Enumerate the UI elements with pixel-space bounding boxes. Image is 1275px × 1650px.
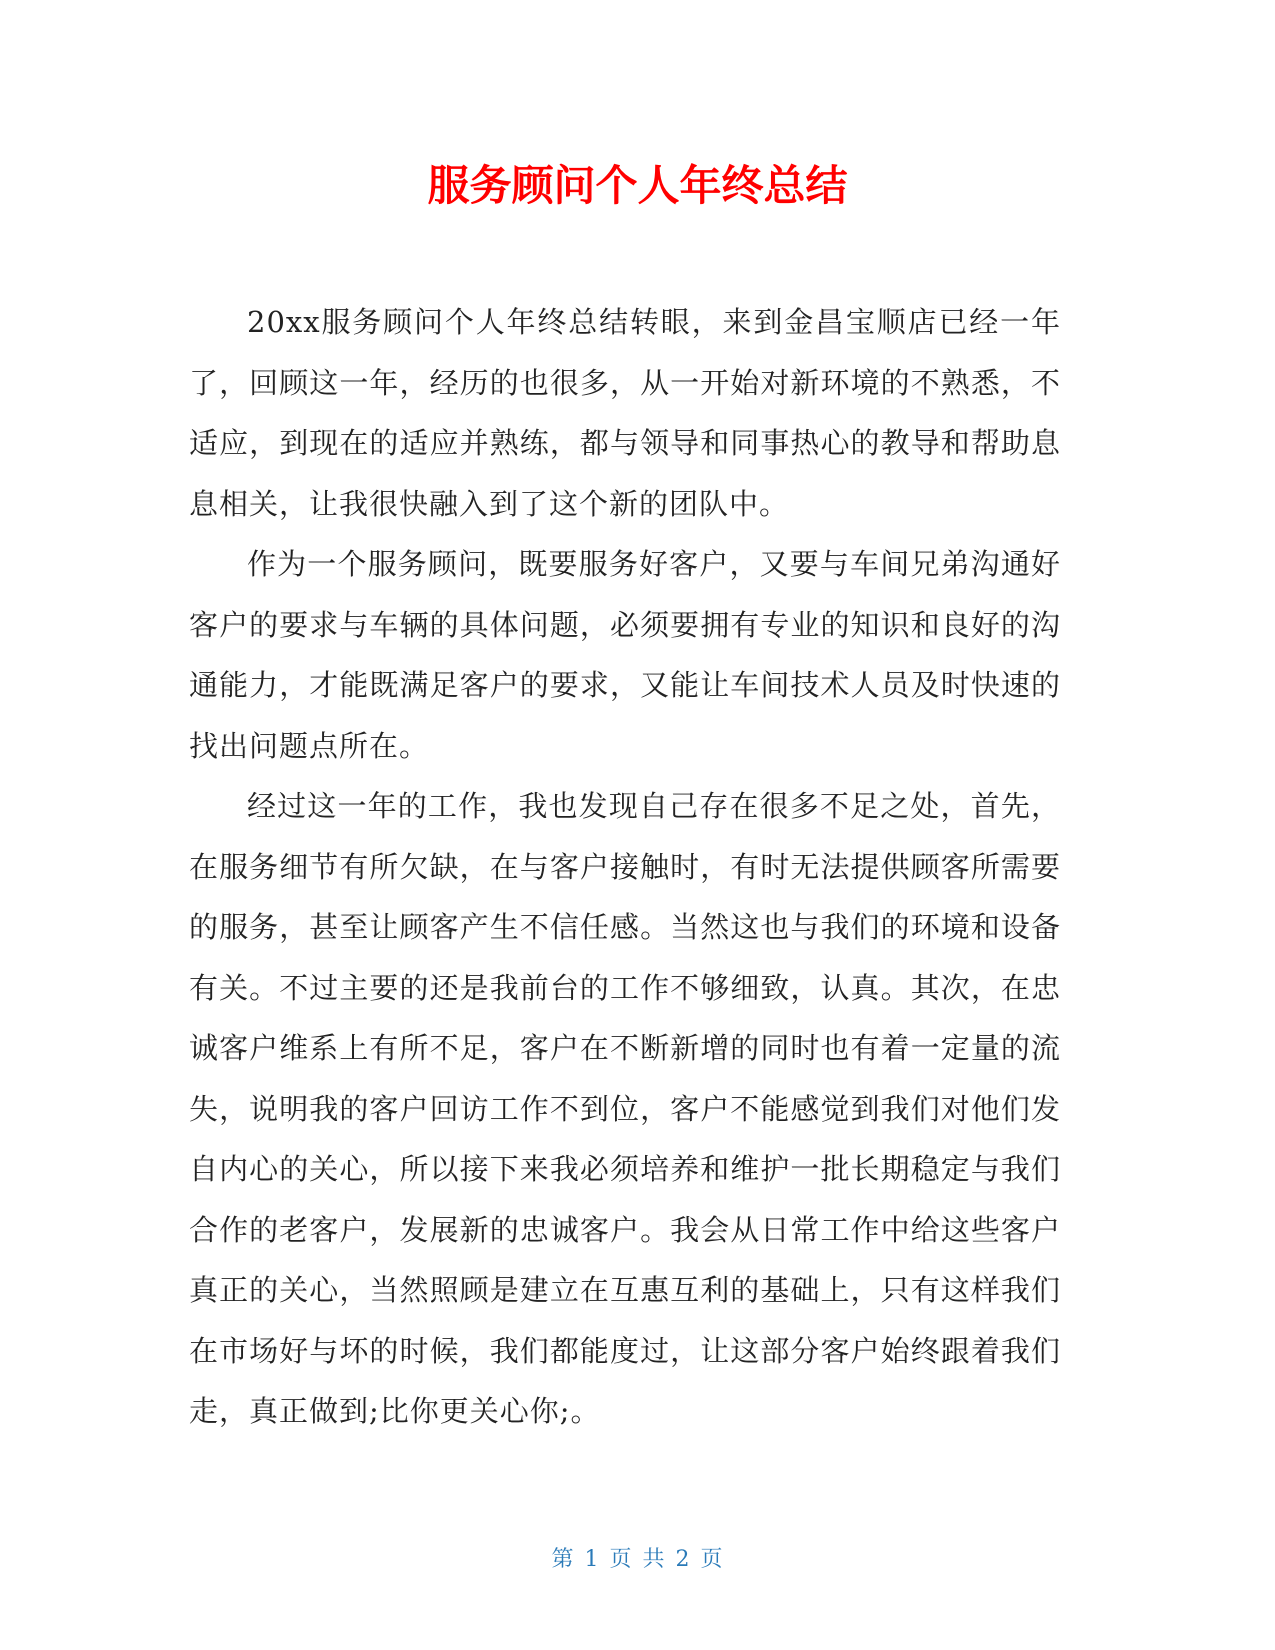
footer-page-word: 页: [609, 1547, 633, 1572]
page-footer: [0, 1542, 1275, 1573]
paragraph: 经过这一年的工作，我也发现自己存在很多不足之处，首先，在服务细节有所欠缺，在与客户接触时，有时无法提供顾客所需要的服务，甚至让顾客产生不信任感。当然这也与我们的环境和设备有关。不过主要的还是我前台的工作不够细致，认真。其次，在忠诚客户维系上有所不足，客户在不断新增的同时也有着一定量的流失，说明我的客户回访工作不到位，客户不能感觉到我们对他们发自内心的关心，所以接下来我必须培养和维护一批长期稳定与我们合作的老客户，发展新的忠诚客户。我会从日常工作中给这些客户真正的关心，当然照顾是建立在互惠互利的基础上，只有这样我们在市场好与坏的时候，我们都能度过，让这部分客户始终跟着我们走，真正做到;比你更关心你;。: [189, 789, 1061, 1428]
paragraph: 20xx服务顾问个人年终总结转眼，来到金昌宝顺店已经一年了，回顾这一年，经历的也很多，从一开始对新环境的不熟悉，不适应，到现在的适应并熟练，都与领导和同事热心的教导和帮助息息相关，让我很快融入到了这个新的团队中。: [189, 305, 1061, 521]
document-body: [189, 292, 1061, 1442]
footer-current-page: 1: [584, 1547, 600, 1572]
document-title: 服务顾问个人年终总结: [427, 161, 848, 210]
footer-prefix: 第: [551, 1547, 575, 1572]
footer-total-pages: 2: [675, 1547, 691, 1572]
footer-total-prefix: 共: [642, 1547, 666, 1572]
paragraph: 作为一个服务顾问，既要服务好客户，又要与车间兄弟沟通好客户的要求与车辆的具体问题，必须要拥有专业的知识和良好的沟通能力，才能既满足客户的要求，又能让车间技术人员及时快速的找出问题点所在。: [189, 547, 1061, 763]
footer-suffix: 页: [700, 1547, 724, 1572]
